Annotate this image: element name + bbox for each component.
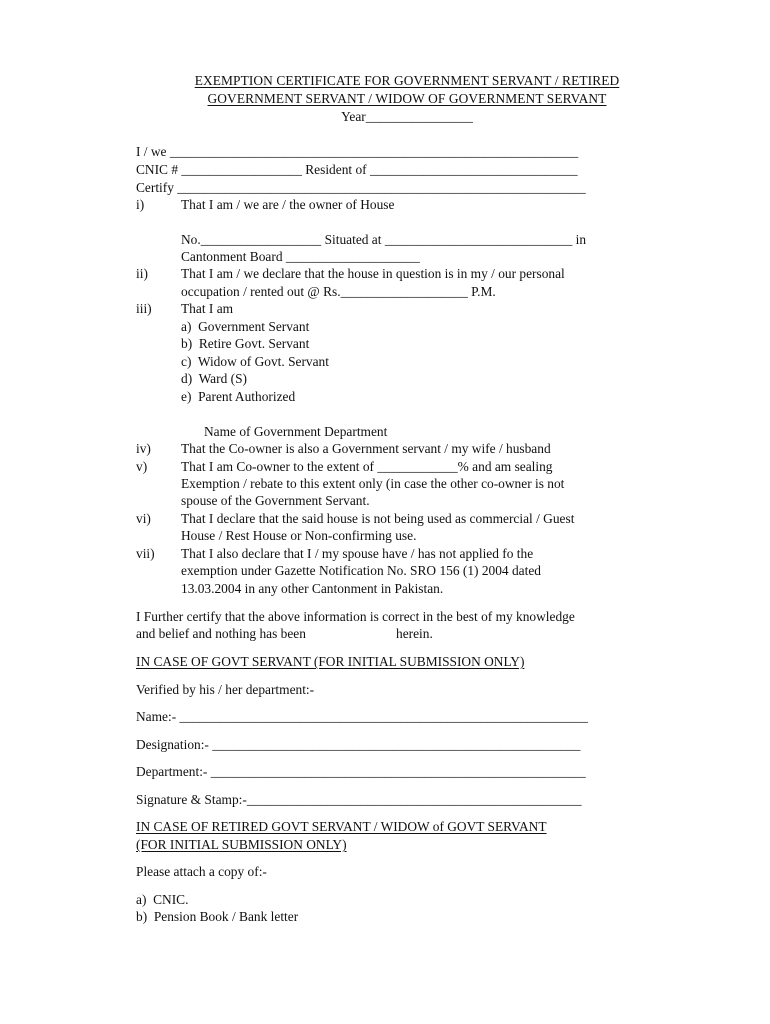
- verified-by-label: Verified by his / her department:-: [136, 682, 315, 697]
- clause-ii-line-1: That I am / we declare that the house in question is in my / our personal: [181, 266, 565, 281]
- certify-field: Certify _____________________________________________________________: [136, 180, 586, 195]
- government-department-label: Name of Government Department: [204, 424, 388, 439]
- govt-servant-heading: IN CASE OF GOVT SERVANT (FOR INITIAL SUBMISSION ONLY): [136, 654, 525, 669]
- retired-heading-line-2: (FOR INITIAL SUBMISSION ONLY): [136, 837, 347, 852]
- clause-vii-line-2: exemption under Gazette Notification No. SRO 156 (1) 2004 dated: [181, 563, 541, 578]
- title-line-2: GOVERNMENT SERVANT / WIDOW OF GOVERNMENT SERVANT: [207, 91, 607, 106]
- clause-v-line-1: That I am Co-owner to the extent of ____________% and am sealing: [181, 459, 553, 474]
- further-certify-line-2a: and belief and nothing has been: [136, 626, 306, 641]
- option-widow-govt-servant: c) Widow of Govt. Servant: [181, 354, 329, 369]
- cantonment-board-field: Cantonment Board ____________________: [181, 249, 420, 264]
- clause-ii-number: ii): [136, 266, 148, 281]
- clause-vii-line-3: 13.03.2004 in any other Cantonment in Pakistan.: [181, 581, 444, 596]
- title-line-1: EXEMPTION CERTIFICATE FOR GOVERNMENT SERVANT / RETIRED: [194, 73, 620, 88]
- clause-iv-number: iv): [136, 441, 151, 456]
- attach-item-cnic: a) CNIC.: [136, 892, 189, 907]
- department-field: Department:- ________________________________________________________: [136, 764, 586, 779]
- cnic-resident-field: CNIC # __________________ Resident of _______________________________: [136, 162, 578, 177]
- retired-heading-line-1: IN CASE OF RETIRED GOVT SERVANT / WIDOW of GOVT SERVANT: [136, 819, 547, 834]
- clause-v-line-2: Exemption / rebate to this extent only (in case the other co-owner is not: [181, 476, 565, 491]
- option-parent-authorized: e) Parent Authorized: [181, 389, 296, 404]
- further-certify-line-2b: herein.: [396, 626, 433, 641]
- year-field: Year________________: [341, 109, 473, 124]
- further-certify-line-1: I Further certify that the above information is correct in the best of my knowledge: [136, 609, 575, 624]
- attach-item-pension-book: b) Pension Book / Bank letter: [136, 909, 299, 924]
- signature-stamp-field: Signature & Stamp:-__________________________________________________: [136, 792, 582, 807]
- designation-field: Designation:- _______________________________________________________: [136, 737, 581, 752]
- clause-v-line-3: spouse of the Government Servant.: [181, 493, 370, 508]
- clause-vi-line-1: That I declare that the said house is not being used as commercial / Guest: [181, 511, 575, 526]
- clause-ii-line-2: occupation / rented out @ Rs.___________________ P.M.: [181, 284, 496, 299]
- clause-i-text: That I am / we are / the owner of House: [181, 197, 395, 212]
- clause-vii-number: vii): [136, 546, 155, 561]
- i-we-field: I / we _____________________________________________________________: [136, 144, 579, 159]
- clause-v-number: v): [136, 459, 148, 474]
- attach-copy-label: Please attach a copy of:-: [136, 864, 267, 879]
- option-retire-govt-servant: b) Retire Govt. Servant: [181, 336, 310, 351]
- clause-iii-number: iii): [136, 301, 152, 316]
- clause-vii-line-1: That I also declare that I / my spouse have / has not applied fo the: [181, 546, 534, 561]
- house-number-field: No.__________________ Situated at ____________________________ in: [181, 232, 587, 247]
- clause-vi-number: vi): [136, 511, 151, 526]
- option-government-servant: a) Government Servant: [181, 319, 310, 334]
- clause-iii-text: That I am: [181, 301, 234, 316]
- clause-iv-text: That the Co-owner is also a Government servant / my wife / husband: [181, 441, 551, 456]
- option-ward: d) Ward (S): [181, 371, 247, 386]
- name-field: Name:- _____________________________________________________________: [136, 709, 588, 724]
- clause-vi-line-2: House / Rest House or Non-confirming use.: [181, 528, 417, 543]
- clause-i-number: i): [136, 197, 145, 212]
